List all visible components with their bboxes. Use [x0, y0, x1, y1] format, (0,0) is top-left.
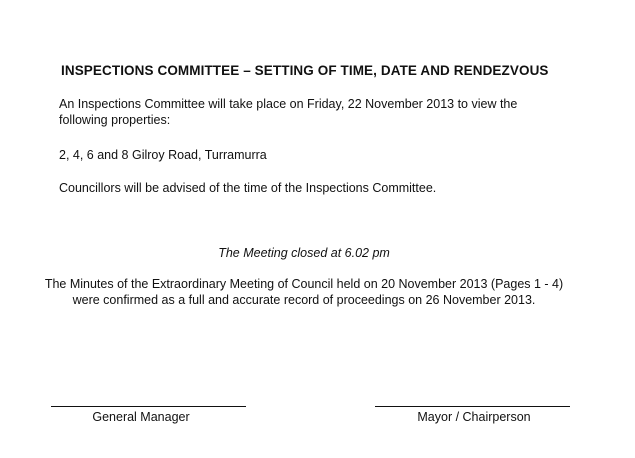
meeting-closed-note: The Meeting closed at 6.02 pm — [218, 246, 390, 260]
inspection-paragraph-line-2: following properties: — [59, 113, 171, 127]
section-heading: INSPECTIONS COMMITTEE – SETTING OF TIME, DATE AND RENDEZVOUS — [61, 63, 549, 78]
mayor-signature-line — [375, 406, 570, 407]
inspection-paragraph-line-1: An Inspections Committee will take place on Friday, 22 November 2013 to view the — [59, 97, 518, 111]
minutes-confirmation — [0, 276, 608, 308]
minutes-confirmation-line-2: were confirmed as a full and accurate record of proceedings on 26 November 2013. — [72, 293, 536, 307]
general-manager-signature-line — [51, 406, 246, 407]
general-manager-label: General Manager — [92, 410, 190, 424]
councillors-notice: Councillors will be advised of the time of the Inspections Committee. — [59, 181, 437, 195]
property-address: 2, 4, 6 and 8 Gilroy Road, Turramurra — [59, 148, 267, 162]
minutes-confirmation-line-1: The Minutes of the Extraordinary Meeting of Council held on 20 November 2013 (Pages 1 - 4) — [44, 277, 564, 291]
mayor-chairperson-label: Mayor / Chairperson — [417, 410, 531, 424]
inspection-paragraph — [59, 96, 517, 128]
